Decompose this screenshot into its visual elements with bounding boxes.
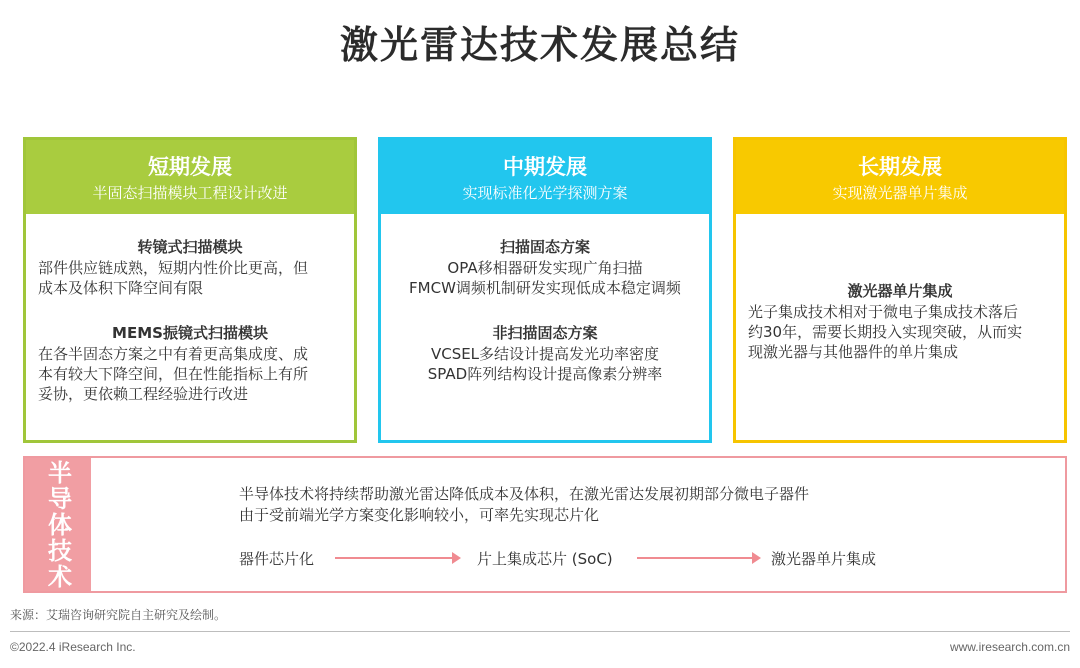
- section-heading: 非扫描固态方案: [492, 324, 598, 342]
- section-text: 妥协，更依赖工程经验进行改进: [38, 385, 249, 403]
- mid-term-title: 中期发展: [503, 155, 587, 179]
- short-term-title: 短期发展: [148, 155, 232, 179]
- section-text: VCSEL多结设计提高发光功率密度: [430, 345, 660, 363]
- short-term-card: [23, 137, 357, 443]
- footer-divider: [10, 631, 1070, 632]
- flow-step-3: 激光器单片集成: [771, 550, 877, 568]
- flow-arrow-icon: [335, 557, 459, 559]
- copyright: ©2022.4 iResearch Inc.: [10, 640, 136, 654]
- mid-term-card: [378, 137, 712, 443]
- flow-arrow-icon: [637, 557, 759, 559]
- section-text: 部件供应链成熟，短期内性价比更高，但: [38, 259, 309, 277]
- page-title: 激光雷达技术发展总结: [339, 23, 740, 67]
- section-text: 本有较大下降空间，但在性能指标上有所: [38, 365, 309, 383]
- section-text: FMCW调频机制研发实现低成本稳定调频: [409, 279, 681, 297]
- long-term-header: [736, 140, 1064, 214]
- section-text: OPA移相器研发实现广角扫描: [447, 259, 643, 277]
- flow-step-2: 片上集成芯片 (SoC): [477, 550, 613, 568]
- website-link[interactable]: www.iresearch.com.cn: [949, 640, 1070, 654]
- source-note: 来源：艾瑞咨询研究院自主研究及绘制。: [10, 608, 227, 622]
- section-heading: MEMS振镜式扫描模块: [112, 324, 268, 342]
- semiconductor-description: [239, 484, 809, 526]
- long-term-body: [748, 214, 1052, 440]
- section-text: 在各半固态方案之中有着更高集成度、成: [38, 345, 309, 363]
- flow-step-1: 器件芯片化: [239, 550, 315, 568]
- short-term-body: [38, 214, 342, 440]
- semiconductor-label: 半导体技术: [25, 458, 91, 591]
- long-term-title: 长期发展: [858, 155, 942, 179]
- section-text: 约30年，需要长期投入实现突破，从而实: [748, 323, 1023, 341]
- section-heading: 扫描固态方案: [499, 238, 590, 256]
- long-term-subtitle: 实现激光器单片集成: [832, 184, 968, 202]
- mid-term-header: [381, 140, 709, 214]
- section-text: 现激光器与其他器件的单片集成: [748, 343, 959, 361]
- description-line: 半导体技术将持续帮助激光雷达降低成本及体积，在激光雷达发展初期部分微电子器件: [239, 485, 810, 503]
- section-text: 成本及体积下降空间有限: [38, 279, 204, 297]
- section-text: SPAD阵列结构设计提高像素分辨率: [427, 365, 663, 383]
- section-heading: 转镜式扫描模块: [137, 238, 243, 256]
- mid-term-body: [393, 214, 697, 440]
- short-term-header: [26, 140, 354, 214]
- mid-term-subtitle: 实现标准化光学探测方案: [462, 184, 628, 202]
- description-line: 由于受前端光学方案变化影响较小，可率先实现芯片化: [239, 506, 600, 524]
- semiconductor-box: [23, 456, 1067, 593]
- section-heading: 激光器单片集成: [847, 282, 953, 300]
- short-term-subtitle: 半固态扫描模块工程设计改进: [92, 184, 288, 202]
- section-text: 光子集成技术相对于微电子集成技术落后: [748, 303, 1019, 321]
- long-term-card: [733, 137, 1067, 443]
